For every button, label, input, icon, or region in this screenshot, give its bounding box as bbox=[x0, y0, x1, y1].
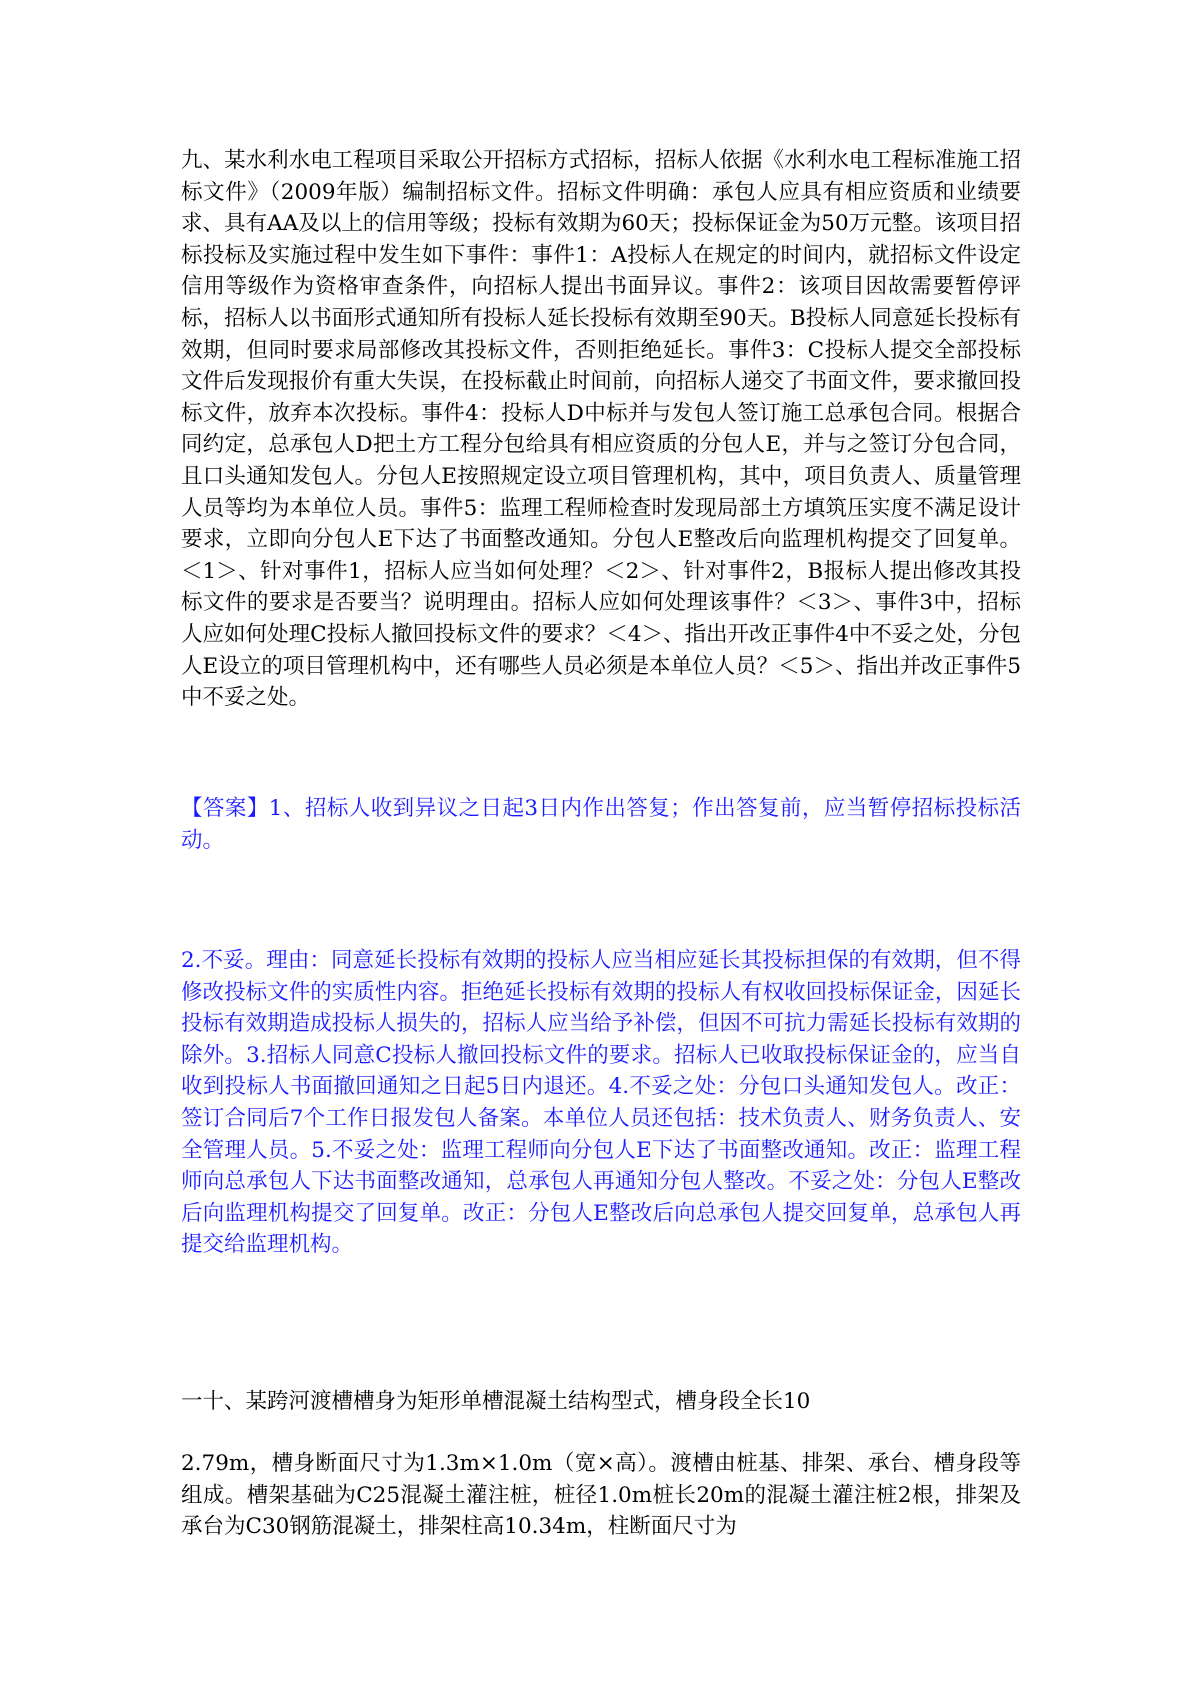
answer-part-2: 2.不妥。理由：同意延长投标有效期的投标人应当相应延长其投标担保的有效期，但不得修改投标文件的实质性内容。拒绝延长投标有效期的投标人有权收回投标保证金，因延长投标有效期造成投标人损失的，招标人应当给予补偿，但因不可抗力需延长投标有效期的除外。3.招标人同意C投标人撤回投标文件的要求。招标人已收取投标保证金的，应当自收到投标人书面撤回通知之日起5日内退还。4.不妥之处：分包口头通知发包人。改正：签订合同后7个工作日报发包人备案。本单位人员还包括：技术负责人、财务负责人、安全管理人员。5.不妥之处：监理工程师向分包人E下达了书面整改通知。改正：监理工程师向总承包人下达书面整改通知，总承包人再通知分包人整改。不妥之处：分包人E整改后向监理机构提交了回复单。改正：分包人E整改后向总承包人提交回复单，总承包人再提交给监理机构。 bbox=[181, 948, 1021, 1258]
answer-part-1: 【答案】1、招标人收到异议之日起3日内作出答复；作出答复前，应当暂停招标投标活动。 bbox=[181, 796, 1021, 853]
question-10-text: 2.79m，槽身断面尺寸为1.3m×1.0m（宽×高）。渡槽由桩基、排架、承台、槽身段等组成。槽架基础为C25混凝土灌注桩，桩径1.0m桩长20m的混凝土灌注桩2根，排架及承台为C30钢筋混凝土，排架柱高10.34m，柱断面尺寸为 bbox=[181, 1451, 1021, 1540]
question-9-text: 九、某水利水电工程项目采取公开招标方式招标，招标人依据《水利水电工程标准施工招标文件》（2009年版）编制招标文件。招标文件明确：承包人应具有相应资质和业绩要求、具有AA及以上的信用等级；投标有效期为60天；投标保证金为50万元整。该项目招标投标及实施过程中发生如下事件：事件1：A投标人在规定的时间内，就招标文件设定信用等级作为资格审查条件，向招标人提出书面异议。事件2：该项目因故需要暂停评标，招标人以书面形式通知所有投标人延长投标有效期至90天。B投标人同意延长投标有效期，但同时要求局部修改其投标文件，否则拒绝延长。事件3：C投标人提交全部投标文件后发现报价有重大失误，在投标截止时间前，向招标人递交了书面文件，要求撤回投标文件，放弃本次投标。事件4：投标人D中标并与发包人签订施工总承包合同。根据合同约定，总承包人D把土方工程分包给具有相应资质的分包人E，并与之签订分包合同，且口头通知发包人。分包人E按照规定设立项目管理机构，其中，项目负责人、质量管理人员等均为本单位人员。事件5：监理工程师检查时发现局部土方填筑压实度不满足设计要求，立即向分包人E下达了书面整改通知。分包人E整改后向监理机构提交了回复单。＜1＞、针对事件1，招标人应当如何处理？＜2＞、针对事件2，B报标人提出修改其投标文件的要求是否要当？说明理由。招标人应如何处理该事件？＜3＞、事件3中，招标人应如何处理C投标人撤回投标文件的要求？＜4＞、指出开改正事件4中不妥之处，分包人E设立的项目管理机构中，还有哪些人员必须是本单位人员？＜5＞、指出并改正事件5中不妥之处。 bbox=[181, 148, 1021, 711]
question-10-heading-line: 一十、某跨河渡槽槽身为矩形单槽混凝土结构型式，槽身段全长10 bbox=[181, 1389, 811, 1414]
